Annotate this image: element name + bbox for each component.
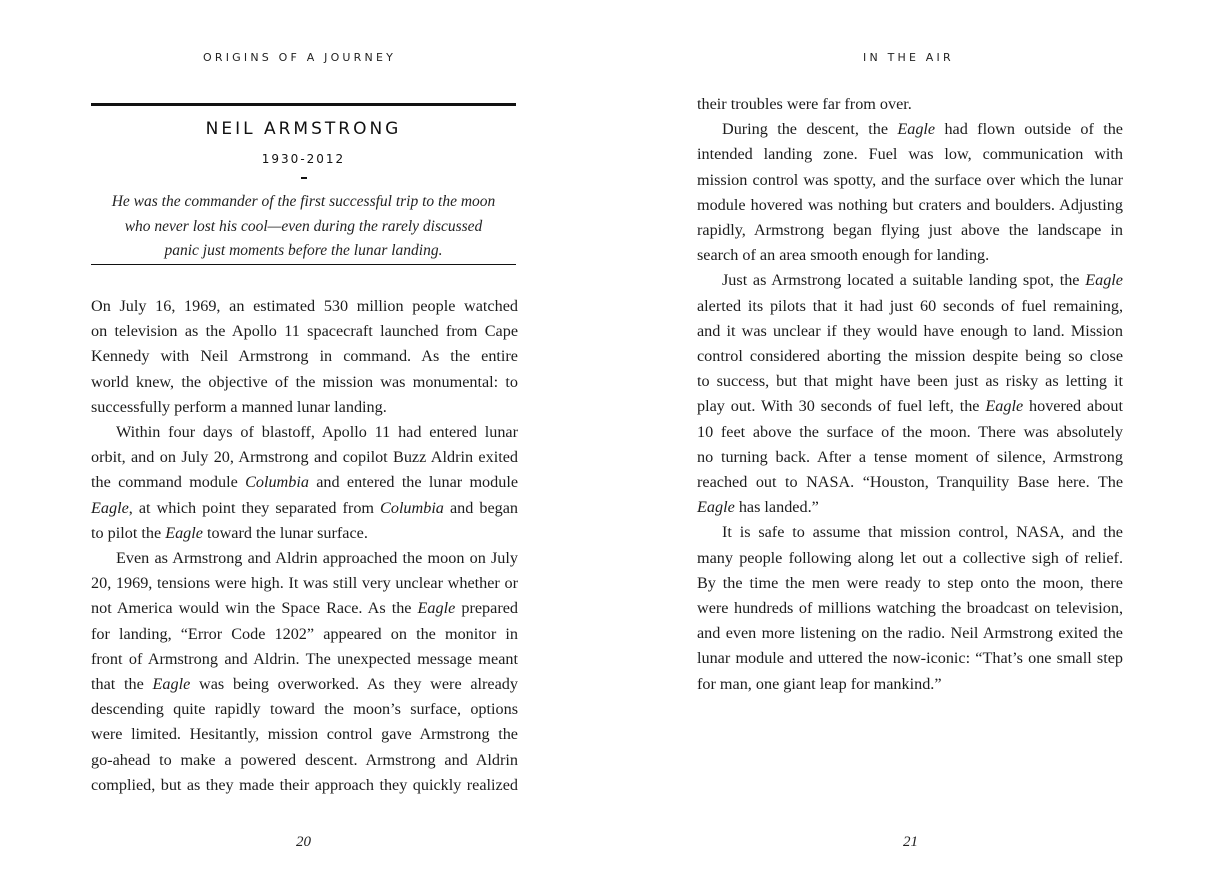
blurb-line: panic just moments before the lunar landing. bbox=[164, 242, 443, 259]
text-line: control considered aborting the mission despite being so close bbox=[697, 347, 1123, 366]
text-line: rapidly, Armstrong began flying just above the landscape in bbox=[697, 221, 1123, 240]
text-line: successfully perform a manned lunar landing. bbox=[91, 397, 387, 416]
text-line: go-ahead to make a powered descent. Armstrong and Aldrin bbox=[91, 750, 518, 769]
right-page bbox=[607, 0, 1214, 895]
blurb-line: who never lost his cool—even during the rarely discussed bbox=[124, 217, 483, 235]
text-line: for landing, “Error Code 1202” appeared on the monitor in bbox=[91, 624, 518, 643]
text-line: reached out to NASA. “Houston, Tranquility Base here. The bbox=[697, 473, 1123, 492]
sidebar-top-rule bbox=[91, 103, 516, 106]
page-number-left: 20 bbox=[296, 834, 311, 850]
text-line: During the descent, the Eagle had flown outside of the bbox=[722, 120, 1123, 139]
text-line: were limited. Hesitantly, mission control gave Armstrong the bbox=[91, 725, 518, 744]
left-body-text bbox=[91, 294, 518, 798]
paragraph bbox=[697, 92, 1123, 117]
text-line: Kennedy with Neil Armstrong in command. As the entire bbox=[91, 347, 518, 366]
text-line: descending quite rapidly toward the moon’s surface, options bbox=[91, 700, 518, 719]
text-line: lunar module and uttered the now-iconic: “That’s one small step bbox=[697, 649, 1123, 668]
running-head-right: IN THE AIR bbox=[863, 51, 954, 64]
sidebar-bottom-rule bbox=[91, 264, 516, 265]
text-line: orbit, and on July 20, Armstrong and copilot Buzz Aldrin exited bbox=[91, 448, 518, 467]
text-line: play out. With 30 seconds of fuel left, the Eagle hovered about bbox=[697, 397, 1123, 416]
text-line: the command module Columbia and entered the lunar module bbox=[91, 473, 518, 492]
text-line: to pilot the Eagle toward the lunar surface. bbox=[91, 523, 368, 542]
running-head-left: ORIGINS OF A JOURNEY bbox=[203, 51, 397, 64]
text-line: for man, one giant leap for mankind.” bbox=[697, 674, 942, 693]
text-line: module hovered was nothing but craters and boulders. Adjusting bbox=[697, 195, 1123, 214]
blurb-line: He was the commander of the first successful trip to the moon bbox=[111, 193, 496, 210]
paragraph bbox=[697, 268, 1123, 520]
text-line: It is safe to assume that mission control, NASA, and the bbox=[722, 523, 1123, 542]
page-number-right: 21 bbox=[903, 834, 918, 850]
paragraph bbox=[697, 520, 1123, 696]
text-line: Just as Armstrong located a suitable landing spot, the Eagle bbox=[722, 271, 1123, 290]
text-line: that the Eagle was being overworked. As they were already bbox=[91, 675, 518, 694]
text-line: search of an area smooth enough for landing. bbox=[697, 246, 990, 265]
text-line: on television as the Apollo 11 spacecraft launched from Cape bbox=[91, 322, 518, 341]
text-line: Even as Armstrong and Aldrin approached the moon on July bbox=[116, 549, 518, 568]
text-line: Eagle, at which point they separated from Columbia and began bbox=[91, 498, 519, 517]
text-line: 20, 1969, tensions were high. It was still very unclear whether or bbox=[91, 574, 518, 593]
text-line: their troubles were far from over. bbox=[697, 95, 912, 113]
text-line: 10 feet above the surface of the moon. There was absolutely bbox=[697, 422, 1123, 441]
text-line: Eagle has landed.” bbox=[697, 498, 819, 517]
text-line: not America would win the Space Race. As the Eagle prepared bbox=[91, 599, 518, 618]
text-line: On July 16, 1969, an estimated 530 million people watched bbox=[91, 297, 518, 315]
sidebar-dash bbox=[301, 177, 307, 179]
text-line: alerted its pilots that it had just 60 seconds of fuel remaining, bbox=[697, 296, 1123, 315]
text-line: complied, but as they made their approach they quickly realized bbox=[91, 775, 518, 794]
text-line: front of Armstrong and Aldrin. The unexpected message meant bbox=[91, 649, 518, 668]
text-line: and it was unclear if they would have enough to land. Mission bbox=[697, 321, 1123, 340]
text-line: to success, but that might have been just as risky as letting it bbox=[697, 372, 1123, 391]
text-line: many people following along let out a collective sigh of relief. bbox=[697, 548, 1123, 567]
paragraph bbox=[91, 420, 518, 546]
text-line: and even more listening on the radio. Neil Armstrong exited the bbox=[697, 624, 1123, 643]
text-line: mission control was spotty, and the surface over which the lunar bbox=[697, 170, 1123, 189]
paragraph bbox=[697, 117, 1123, 268]
sidebar-blurb bbox=[100, 190, 507, 264]
sidebar-title: NEIL ARMSTRONG bbox=[205, 119, 402, 139]
text-line: were hundreds of millions watching the broadcast on television, bbox=[697, 599, 1123, 618]
text-line: world knew, the objective of the mission was monumental: to bbox=[91, 372, 518, 391]
text-line: intended landing zone. Fuel was low, communication with bbox=[697, 145, 1123, 164]
text-line: no turning back. After a tense moment of silence, Armstrong bbox=[697, 447, 1123, 466]
text-line: By the time the men were ready to step onto the moon, there bbox=[697, 573, 1123, 592]
sidebar-years: 1930-2012 bbox=[261, 152, 346, 166]
right-body-text bbox=[697, 92, 1123, 697]
paragraph bbox=[91, 546, 518, 798]
paragraph bbox=[91, 294, 518, 420]
text-line: Within four days of blastoff, Apollo 11 had entered lunar bbox=[116, 423, 518, 442]
